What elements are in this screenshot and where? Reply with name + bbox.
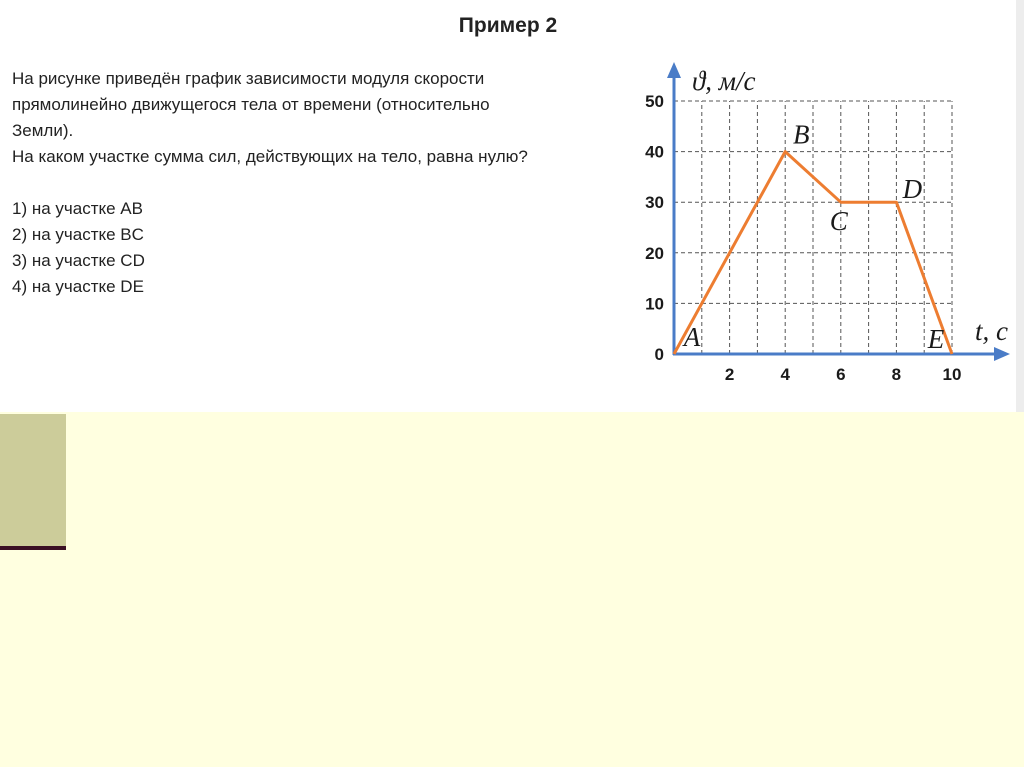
y-tick-label: 50 (645, 92, 664, 111)
question-text (12, 66, 652, 300)
y-axis-arrow (667, 62, 681, 78)
x-tick-label: 10 (942, 365, 962, 384)
side-decor-block (0, 414, 66, 546)
answer-option: 2) на участке BC (12, 225, 144, 244)
slide-title: Пример 2 (458, 14, 558, 37)
question-line: прямолинейно движущегося тела от времени (относительно (12, 95, 490, 114)
y-tick-label: 40 (645, 142, 664, 162)
point-label-d: D (902, 174, 923, 205)
y-axis-label: ϑ, м/с (692, 66, 756, 96)
slide-edge (1016, 0, 1024, 412)
point-label-a: A (683, 322, 701, 352)
y-tick-label: 30 (645, 193, 664, 213)
y-tick-label: 0 (654, 345, 664, 364)
point-label-c: C (829, 206, 848, 237)
question-line: На рисунке приведён график зависимости модуля скорости (12, 69, 485, 88)
x-axis-label: t, c (975, 316, 1008, 346)
question-line: Земли). (12, 121, 74, 140)
answer-option: 4) на участке DE (12, 277, 144, 296)
x-tick-label: 2 (724, 365, 735, 384)
side-decor-line (0, 546, 66, 550)
x-tick-label: 4 (780, 365, 790, 384)
point-label-b: B (792, 119, 810, 150)
x-axis-arrow (994, 347, 1010, 361)
velocity-time-chart (620, 56, 1016, 386)
question-line: На каком участке сумма сил, действующих на тело, равна нулю? (12, 147, 528, 166)
y-tick-label: 10 (645, 294, 664, 314)
point-label-e: E (927, 324, 945, 354)
answer-option: 1) на участке AB (12, 199, 143, 218)
answer-option: 3) на участке CD (12, 251, 145, 270)
y-tick-label: 20 (645, 243, 664, 263)
x-tick-label: 8 (891, 365, 902, 384)
answer-options (12, 196, 652, 300)
x-tick-label: 6 (836, 365, 846, 384)
bottom-area (0, 412, 1024, 767)
